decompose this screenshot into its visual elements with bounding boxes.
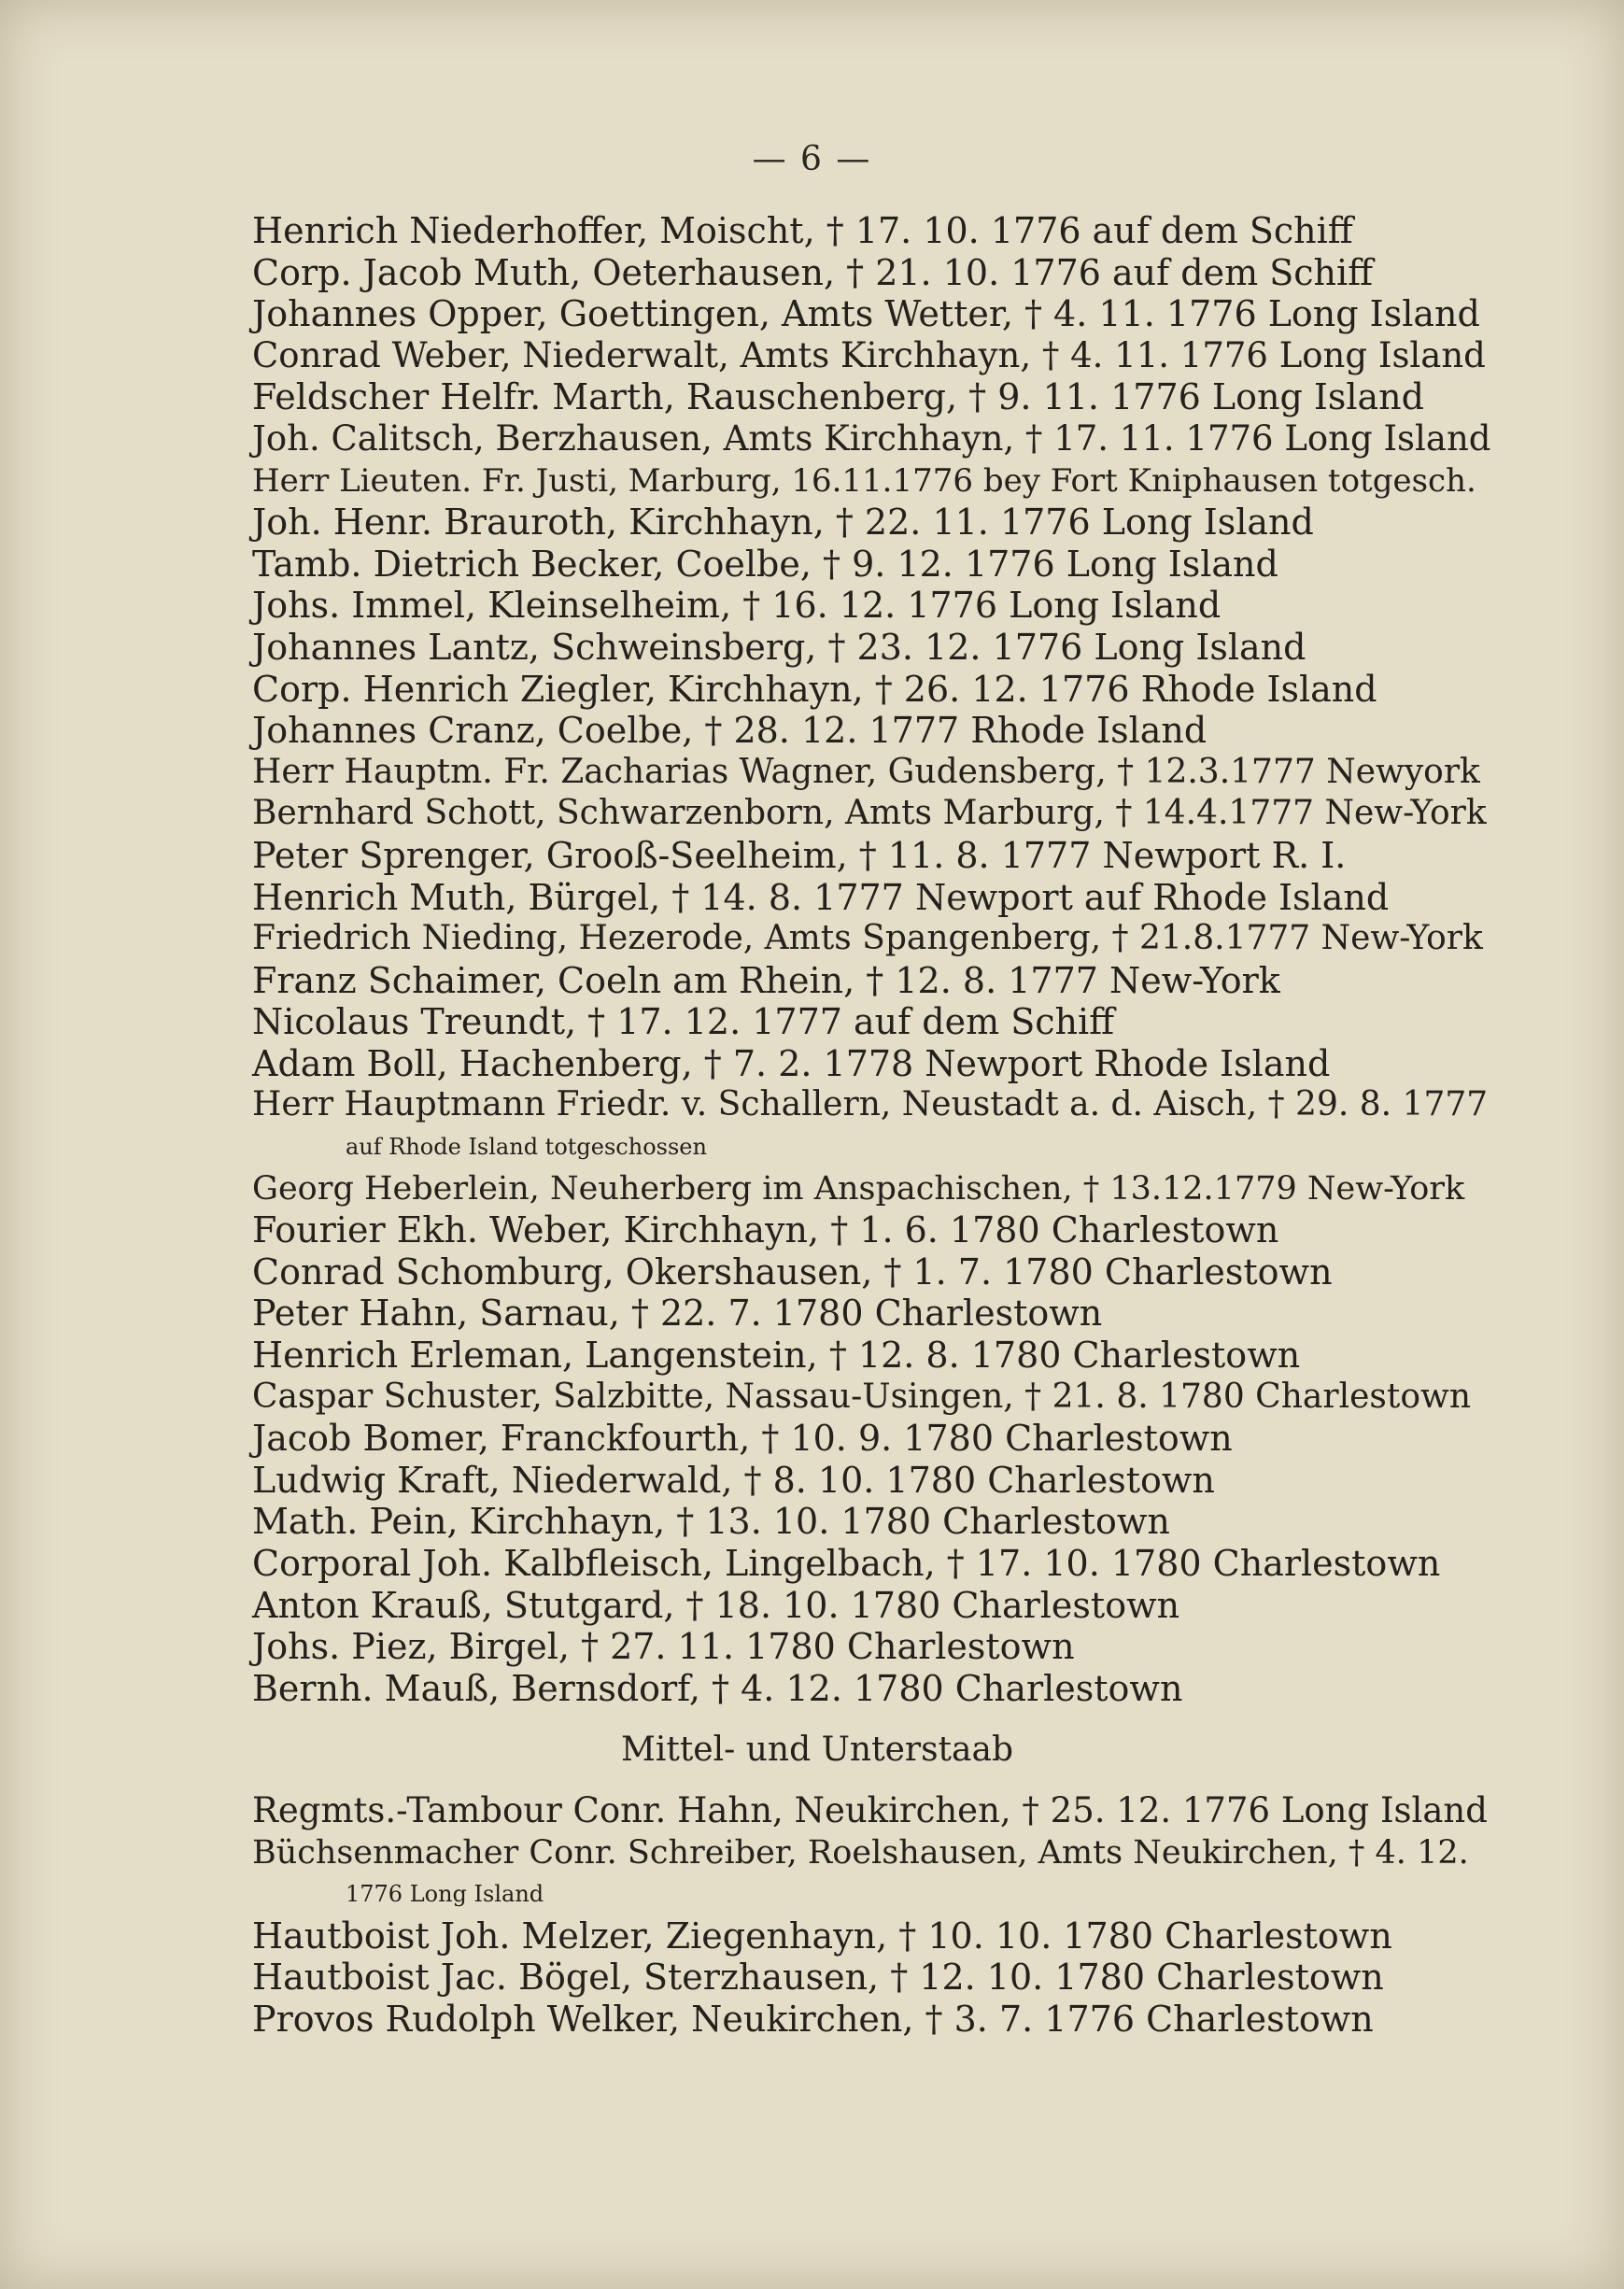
list-entry-continuation: auf Rhode Island totgeschossen [346,1134,707,1161]
list-entry: Corporal Joh. Kalbfleisch, Lingelbach, † 17. 10. 1780 Charlestown [252,1543,1441,1584]
list-entry: Herr Hauptm. Fr. Zacharias Wagner, Gudensberg, † 12.3.1777 Newyork [252,752,1480,791]
list-entry: Herr Lieuten. Fr. Justi, Marburg, 16.11.1776 bey Fort Kniphausen totgesch. [252,461,1476,500]
list-entry: Adam Boll, Hachenberg, † 7. 2. 1778 Newport Rhode Island [252,1042,1331,1084]
list-entry: Nicolaus Treundt, † 17. 12. 1777 auf dem Schiff [252,1001,1115,1043]
page-number: — 6 — [752,140,872,178]
casualty-list [252,210,1491,2041]
list-entry: Jacob Bomer, Franckfourth, † 10. 9. 1780 Charlestown [252,1418,1233,1460]
section-entry-continuation: 1776 Long Island [346,1881,544,1908]
list-entry: Math. Pein, Kirchhayn, † 13. 10. 1780 Charlestown [252,1501,1170,1543]
list-entry: Franz Schaimer, Coeln am Rhein, † 12. 8. 1777 New-York [252,959,1280,1001]
list-entry: Johannes Opper, Goettingen, Amts Wetter, † 4. 11. 1776 Long Island [252,293,1480,335]
section-entry: Büchsenmacher Conr. Schreiber, Roelshausen, Amts Neukirchen, † 4. 12. [252,1833,1469,1872]
list-entry: Caspar Schuster, Salzbitte, Nassau-Usingen, † 21. 8. 1780 Charlestown [252,1377,1471,1416]
list-entry: Peter Hahn, Sarnau, † 22. 7. 1780 Charlestown [252,1293,1103,1335]
list-entry: Tamb. Dietrich Becker, Coelbe, † 9. 12. 1776 Long Island [252,543,1278,585]
list-entry: Johannes Cranz, Coelbe, † 28. 12. 1777 Rhode Island [252,710,1207,752]
list-entry: Joh. Henr. Brauroth, Kirchhayn, † 22. 11. 1776 Long Island [252,502,1314,544]
section-entry: Hautboist Jac. Bögel, Sterzhausen, † 12. 10. 1780 Charlestown [252,1957,1384,1999]
list-entry: Feldscher Helfr. Marth, Rauschenberg, † 9. 11. 1776 Long Island [252,376,1424,418]
list-entry: Anton Krauß, Stutgard, † 18. 10. 1780 Charlestown [252,1584,1180,1626]
list-entry: Johs. Immel, Kleinselheim, † 16. 12. 1776 Long Island [252,585,1222,627]
list-entry: Joh. Calitsch, Berzhausen, Amts Kirchhayn, † 17. 11. 1776 Long Island [252,417,1491,459]
list-entry: Herr Hauptmann Friedr. v. Schallern, Neustadt a. d. Aisch, † 29. 8. 1777 [252,1085,1489,1124]
section-entry: Regmts.-Tambour Conr. Hahn, Neukirchen, † 25. 12. 1776 Long Island [252,1789,1488,1830]
list-entry: Bernhard Schott, Schwarzenborn, Amts Marburg, † 14.4.1777 New-York [252,794,1487,833]
list-entry: Bernh. Mauß, Bernsdorf, † 4. 12. 1780 Charlestown [252,1667,1183,1709]
list-entry: Fourier Ekh. Weber, Kirchhayn, † 1. 6. 1780 Charlestown [252,1209,1279,1251]
list-entry: Corp. Jacob Muth, Oeterhausen, † 21. 10. 1776 auf dem Schiff [252,251,1374,293]
section-entry: Provos Rudolph Welker, Neukirchen, † 3. 7. 1776 Charlestown [252,1998,1374,2040]
list-entry: Henrich Muth, Bürgel, † 14. 8. 1777 Newport auf Rhode Island [252,876,1390,918]
list-entry: Johannes Lantz, Schweinsberg, † 23. 12. 1776 Long Island [252,626,1306,668]
list-entry: Friedrich Nieding, Hezerode, Amts Spangenberg, † 21.8.1777 New-York [252,919,1483,958]
list-entry: Henrich Niederhoffer, Moischt, † 17. 10. 1776 auf dem Schiff [252,210,1353,251]
list-entry: Conrad Schomburg, Okershausen, † 1. 7. 1780 Charlestown [252,1250,1333,1293]
list-entry: Corp. Henrich Ziegler, Kirchhayn, † 26. 12. 1776 Rhode Island [252,668,1377,710]
list-entry: Henrich Erleman, Langenstein, † 12. 8. 1780 Charlestown [252,1335,1301,1377]
list-entry: Conrad Weber, Niederwalt, Amts Kirchhayn, † 4. 11. 1776 Long Island [252,334,1486,375]
list-entry: Georg Heberlein, Neuherberg im Anspachischen, † 13.12.1779 New-York [252,1169,1465,1208]
section-entry: Hautboist Joh. Melzer, Ziegenhayn, † 10. 10. 1780 Charlestown [252,1915,1392,1957]
section-heading: Mittel- und Unterstaab [620,1731,1013,1770]
list-entry: Peter Sprenger, Grooß-Seelheim, † 11. 8. 1777 Newport R. I. [252,834,1347,876]
list-entry: Ludwig Kraft, Niederwald, † 8. 10. 1780 Charlestown [252,1459,1215,1501]
list-entry: Johs. Piez, Birgel, † 27. 11. 1780 Charlestown [252,1626,1075,1668]
